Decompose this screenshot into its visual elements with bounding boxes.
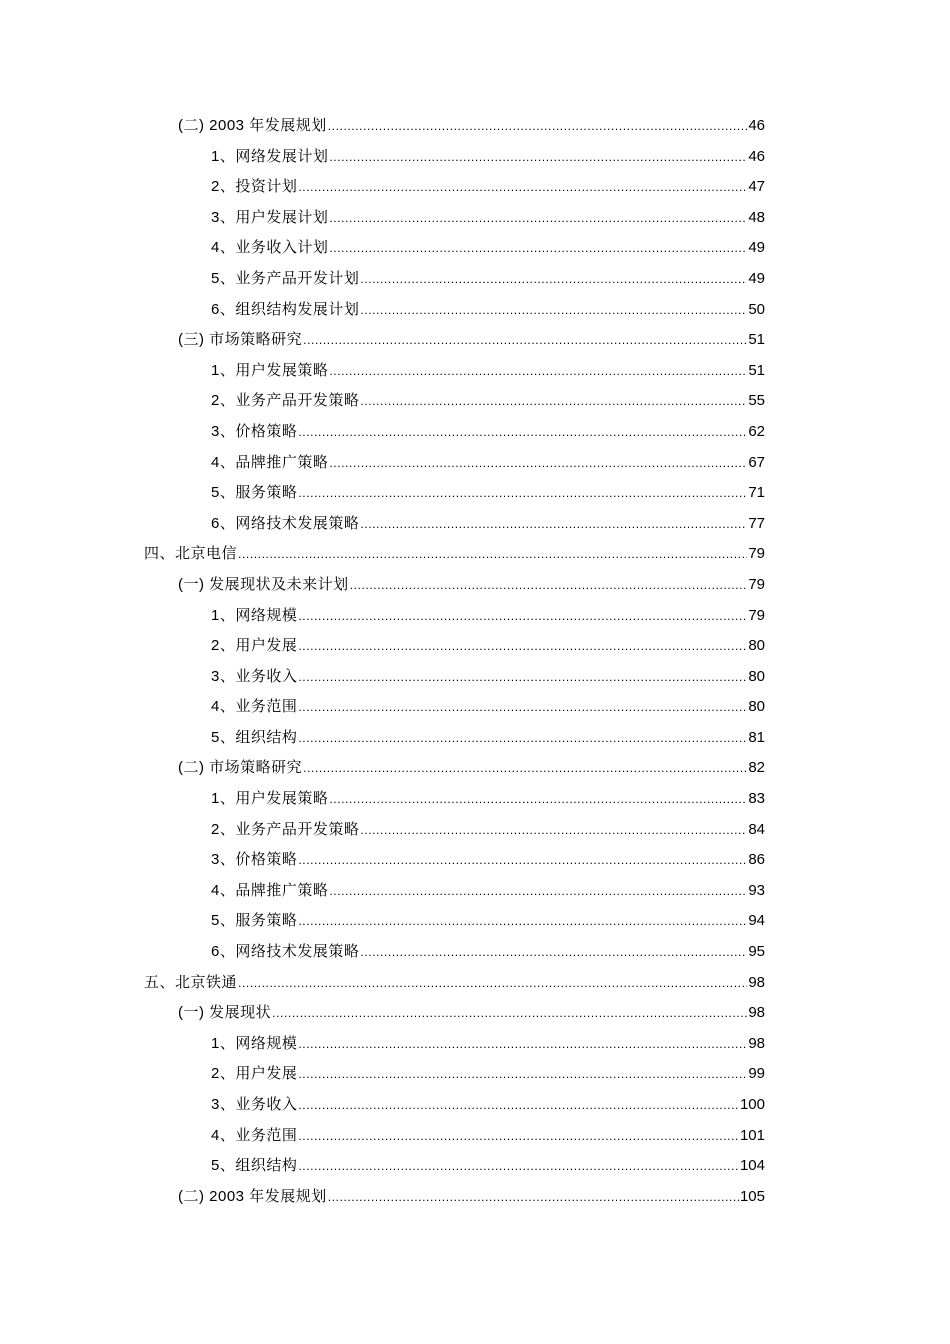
toc-entry-title: 五、北京铁通 [144, 973, 238, 991]
toc-entry-title: 3、用户发展计划 [211, 208, 329, 226]
toc-entry[interactable] [144, 1121, 765, 1152]
toc-leader-dots [238, 539, 747, 570]
toc-entry-page-number: 80 [748, 698, 765, 716]
toc-entry-title: 1、网络发展计划 [211, 147, 329, 165]
toc-entry-title: 6、网络技术发展策略 [211, 514, 360, 532]
toc-entry-page-number: 94 [748, 912, 765, 930]
toc-entry-page-number: 82 [748, 759, 765, 777]
toc-leader-dots [298, 662, 747, 693]
toc-entry-page-number: 67 [748, 453, 765, 471]
toc-leader-dots [329, 356, 747, 387]
toc-entry[interactable] [144, 784, 765, 815]
toc-entry-title: 3、业务收入 [211, 1096, 298, 1113]
toc-leader-dots [329, 203, 747, 234]
toc-entry-title: (二) 市场策略研究 [178, 759, 303, 777]
toc-entry[interactable] [144, 876, 765, 907]
toc-entry[interactable] [144, 111, 765, 142]
toc-entry[interactable] [144, 203, 765, 234]
toc-entry-page-number: 62 [748, 422, 765, 440]
toc-entry-page-number: 79 [748, 545, 765, 563]
toc-entry-page-number: 46 [748, 117, 765, 134]
toc-entry-title: 2、业务产品开发策略 [211, 820, 360, 838]
toc-entry-title: 4、业务范围 [211, 698, 298, 716]
toc-entry-title: (三) 市场策略研究 [178, 331, 303, 349]
toc-leader-dots [298, 1029, 747, 1060]
toc-entry-page-number: 98 [748, 973, 765, 991]
toc-entry-title: 4、业务收入计划 [211, 239, 329, 257]
toc-entry-page-number: 51 [748, 331, 765, 349]
toc-entry-page-number: 79 [748, 575, 765, 593]
toc-entry-page-number: 47 [748, 178, 765, 196]
toc-entry-page-number: 79 [748, 606, 765, 624]
toc-leader-dots [298, 1059, 747, 1090]
toc-entry-page-number: 83 [748, 790, 765, 808]
toc-entry-title: 6、组织结构发展计划 [211, 300, 360, 318]
toc-leader-dots [329, 142, 747, 173]
table-of-contents [144, 111, 765, 1212]
toc-entry-page-number: 80 [748, 637, 765, 655]
toc-entry-page-number: 98 [748, 1004, 765, 1022]
toc-entry-title: 4、品牌推广策略 [211, 881, 329, 899]
toc-entry[interactable] [144, 539, 765, 570]
toc-entry-title: 2、用户发展 [211, 1065, 298, 1083]
toc-leader-dots [298, 723, 747, 754]
toc-entry-page-number: 100 [739, 1096, 765, 1113]
toc-leader-dots [303, 325, 747, 356]
toc-leader-dots [328, 111, 748, 142]
toc-entry-title: 5、业务产品开发计划 [211, 269, 360, 287]
toc-entry-title: 4、业务范围 [211, 1126, 298, 1144]
toc-entry[interactable] [144, 1059, 765, 1090]
toc-entry-page-number: 48 [748, 208, 765, 226]
toc-entry[interactable] [144, 1090, 765, 1121]
toc-entry[interactable] [144, 570, 765, 601]
toc-leader-dots [298, 1121, 739, 1152]
toc-entry[interactable] [144, 295, 765, 326]
toc-entry[interactable] [144, 325, 765, 356]
toc-entry[interactable] [144, 478, 765, 509]
toc-leader-dots [298, 1151, 739, 1182]
toc-entry-page-number: 101 [739, 1126, 765, 1144]
toc-entry-page-number: 50 [748, 300, 765, 318]
toc-leader-dots [298, 906, 747, 937]
toc-entry-page-number: 84 [748, 820, 765, 838]
toc-leader-dots [350, 570, 748, 601]
toc-entry[interactable] [144, 1182, 765, 1213]
toc-entry-page-number: 51 [748, 361, 765, 379]
toc-entry-title: (二) 2003 年发展规划 [178, 117, 327, 134]
toc-entry[interactable] [144, 509, 765, 540]
toc-leader-dots [272, 998, 747, 1029]
toc-leader-dots [360, 295, 747, 326]
toc-entry-page-number: 99 [748, 1065, 765, 1083]
toc-entry-page-number: 49 [748, 239, 765, 257]
toc-entry[interactable] [144, 998, 765, 1029]
toc-entry[interactable] [144, 172, 765, 203]
toc-leader-dots [298, 631, 747, 662]
toc-entry[interactable] [144, 417, 765, 448]
toc-leader-dots [298, 845, 747, 876]
toc-entry-page-number: 71 [748, 484, 765, 502]
toc-leader-dots [360, 509, 747, 540]
toc-entry[interactable] [144, 631, 765, 662]
toc-leader-dots [238, 968, 747, 999]
toc-entry[interactable] [144, 937, 765, 968]
toc-entry-title: 5、组织结构 [211, 728, 298, 746]
toc-entry[interactable] [144, 601, 765, 632]
toc-entry-title: 4、品牌推广策略 [211, 453, 329, 471]
toc-entry[interactable] [144, 968, 765, 999]
toc-entry[interactable] [144, 356, 765, 387]
toc-entry[interactable] [144, 692, 765, 723]
toc-entry-title: 3、业务收入 [211, 667, 298, 685]
toc-leader-dots [360, 815, 747, 846]
toc-entry-title: 1、网络规模 [211, 1034, 298, 1052]
toc-leader-dots [360, 386, 747, 417]
toc-entry[interactable] [144, 1029, 765, 1060]
toc-entry-title: 5、组织结构 [211, 1157, 298, 1175]
toc-entry-page-number: 86 [748, 851, 765, 869]
toc-leader-dots [328, 1182, 739, 1213]
toc-leader-dots [298, 478, 747, 509]
toc-entry[interactable] [144, 142, 765, 173]
toc-leader-dots [329, 233, 747, 264]
toc-entry-page-number: 93 [748, 881, 765, 899]
toc-entry[interactable] [144, 386, 765, 417]
toc-entry[interactable] [144, 448, 765, 479]
toc-leader-dots [329, 876, 747, 907]
toc-leader-dots [303, 753, 747, 784]
toc-leader-dots [360, 937, 747, 968]
toc-entry-title: 2、投资计划 [211, 178, 298, 196]
toc-entry-page-number: 81 [748, 728, 765, 746]
toc-entry[interactable] [144, 753, 765, 784]
toc-entry[interactable] [144, 662, 765, 693]
toc-entry-title: 6、网络技术发展策略 [211, 943, 360, 961]
toc-entry[interactable] [144, 815, 765, 846]
toc-leader-dots [329, 448, 747, 479]
toc-entry-title: (一) 发展现状 [178, 1004, 272, 1022]
toc-leader-dots [298, 172, 747, 203]
toc-entry-page-number: 98 [748, 1034, 765, 1052]
toc-entry[interactable] [144, 1151, 765, 1182]
toc-entry-title: 1、用户发展策略 [211, 361, 329, 379]
toc-leader-dots [298, 601, 747, 632]
toc-entry-page-number: 49 [748, 269, 765, 287]
toc-entry-page-number: 95 [748, 943, 765, 961]
toc-entry-title: 5、服务策略 [211, 484, 298, 502]
toc-entry-title: 四、北京电信 [144, 545, 238, 563]
toc-entry-title: 3、价格策略 [211, 851, 298, 869]
toc-entry[interactable] [144, 264, 765, 295]
toc-entry-page-number: 77 [748, 514, 765, 532]
toc-entry[interactable] [144, 845, 765, 876]
toc-entry[interactable] [144, 906, 765, 937]
toc-entry-title: 3、价格策略 [211, 422, 298, 440]
toc-entry-title: (二) 2003 年发展规划 [178, 1187, 327, 1205]
toc-leader-dots [329, 784, 747, 815]
toc-entry-page-number: 46 [748, 147, 765, 165]
toc-entry-page-number: 105 [739, 1187, 765, 1205]
toc-entry-title: 2、业务产品开发策略 [211, 392, 360, 410]
toc-entry-title: (一) 发展现状及未来计划 [178, 575, 349, 593]
toc-entry-page-number: 80 [748, 667, 765, 685]
toc-entry-title: 5、服务策略 [211, 912, 298, 930]
toc-leader-dots [298, 1090, 739, 1121]
toc-leader-dots [298, 692, 747, 723]
toc-entry-title: 1、用户发展策略 [211, 790, 329, 808]
toc-leader-dots [360, 264, 747, 295]
toc-entry[interactable] [144, 233, 765, 264]
toc-entry-page-number: 104 [739, 1157, 765, 1175]
toc-entry[interactable] [144, 723, 765, 754]
toc-leader-dots [298, 417, 747, 448]
toc-entry-title: 1、网络规模 [211, 606, 298, 624]
toc-entry-title: 2、用户发展 [211, 637, 298, 655]
toc-entry-page-number: 55 [748, 392, 765, 410]
